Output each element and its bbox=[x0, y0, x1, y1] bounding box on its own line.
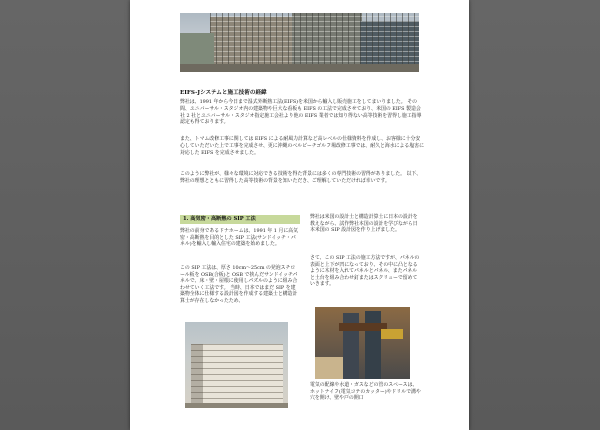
background-paragraph: このように弊社が、様々な環境に対応できる技術を得た背景には多くの専門技術の習得がありました。 以下、弊社の理想とともに習得した高等技術の背景を知いただき、ご理解していただければ幸いです。 bbox=[180, 171, 422, 184]
right-column-paragraph: さて、この SIP 工法の施工方法ですが、パネルの表面と上下が凹になっており、その中に凸となるように木材を入れてパネルとパネル、またパネルと土台を組み合わせ釘またはスクリューで留めていきます。 bbox=[310, 255, 420, 288]
left-column-paragraph: この SIP 工法は、厚さ 10cm〜25cm の発泡スチロール板を OSB(合板)と OSB で挟んだサンドイッチパネルで、床・壁・屋根に使用しパズルのように組み合わせていく工法です。 当時、日本ではまだ SIP を建築物全体に仕様する設計図を作成する建築士と構造計算士が存在しなかったため、 bbox=[180, 265, 298, 304]
document-page bbox=[130, 0, 469, 430]
document-title: EIFS-Jシステムと施工技術の経緯 bbox=[180, 90, 267, 96]
left-column-paragraph: 弊社の前身であるドナホームは、1991 年 1 月に高気密・高断熱を目的とした SIP 工法(サンドイッチ・パネル)を輸入し輸入住宅の建築を始めました。 bbox=[180, 228, 299, 248]
sip-panels-photo bbox=[185, 322, 288, 408]
right-column-paragraph: 弊社は米国の設計士と構造計算士に日本の設計を教えながら、試作弊社本国の設計を学びながら日本米国の SIP 設計図を作り上げました。 bbox=[310, 214, 418, 234]
tomamu-paragraph: また、トマム改修工事に関しては EIFS による耐風力計算など高レベルの仕様資料を作成し、お客様に十分安心していただいた上で工事を完成させ、更に沖縄のベルビーチゴルフ場改修工事では、耐久と海水による塩害に対応した EIFS を完成させました。 bbox=[180, 136, 424, 156]
header-building-photo bbox=[180, 13, 419, 72]
section-heading: 1. 高気密・高断熱の SIP 工法 bbox=[180, 215, 300, 224]
right-column-paragraph: 電気の配線や水道・ガスなどの管のスペースは、ホットナイフ(電気コテのカッター)やドリルで溝や穴を開け、壁や戸の開口 bbox=[310, 382, 421, 402]
worker-photo bbox=[315, 307, 410, 379]
intro-paragraph: 弊社は、1991 年から今日まで湿式外断熱工法(EIFS)を米国から輸入し販売施工をしてまいりました。 その間、ユニバーサル・スタジオ内の建築物や巨大な看板も EIFS の工法で完成させており、米国の EIFS 製造会社 2 社とユニバーサル・スタジオ指定施工会社より他の EIFS 業者では知り得ない高等技術を習得し施工指導認定も得ております。 bbox=[180, 99, 422, 126]
